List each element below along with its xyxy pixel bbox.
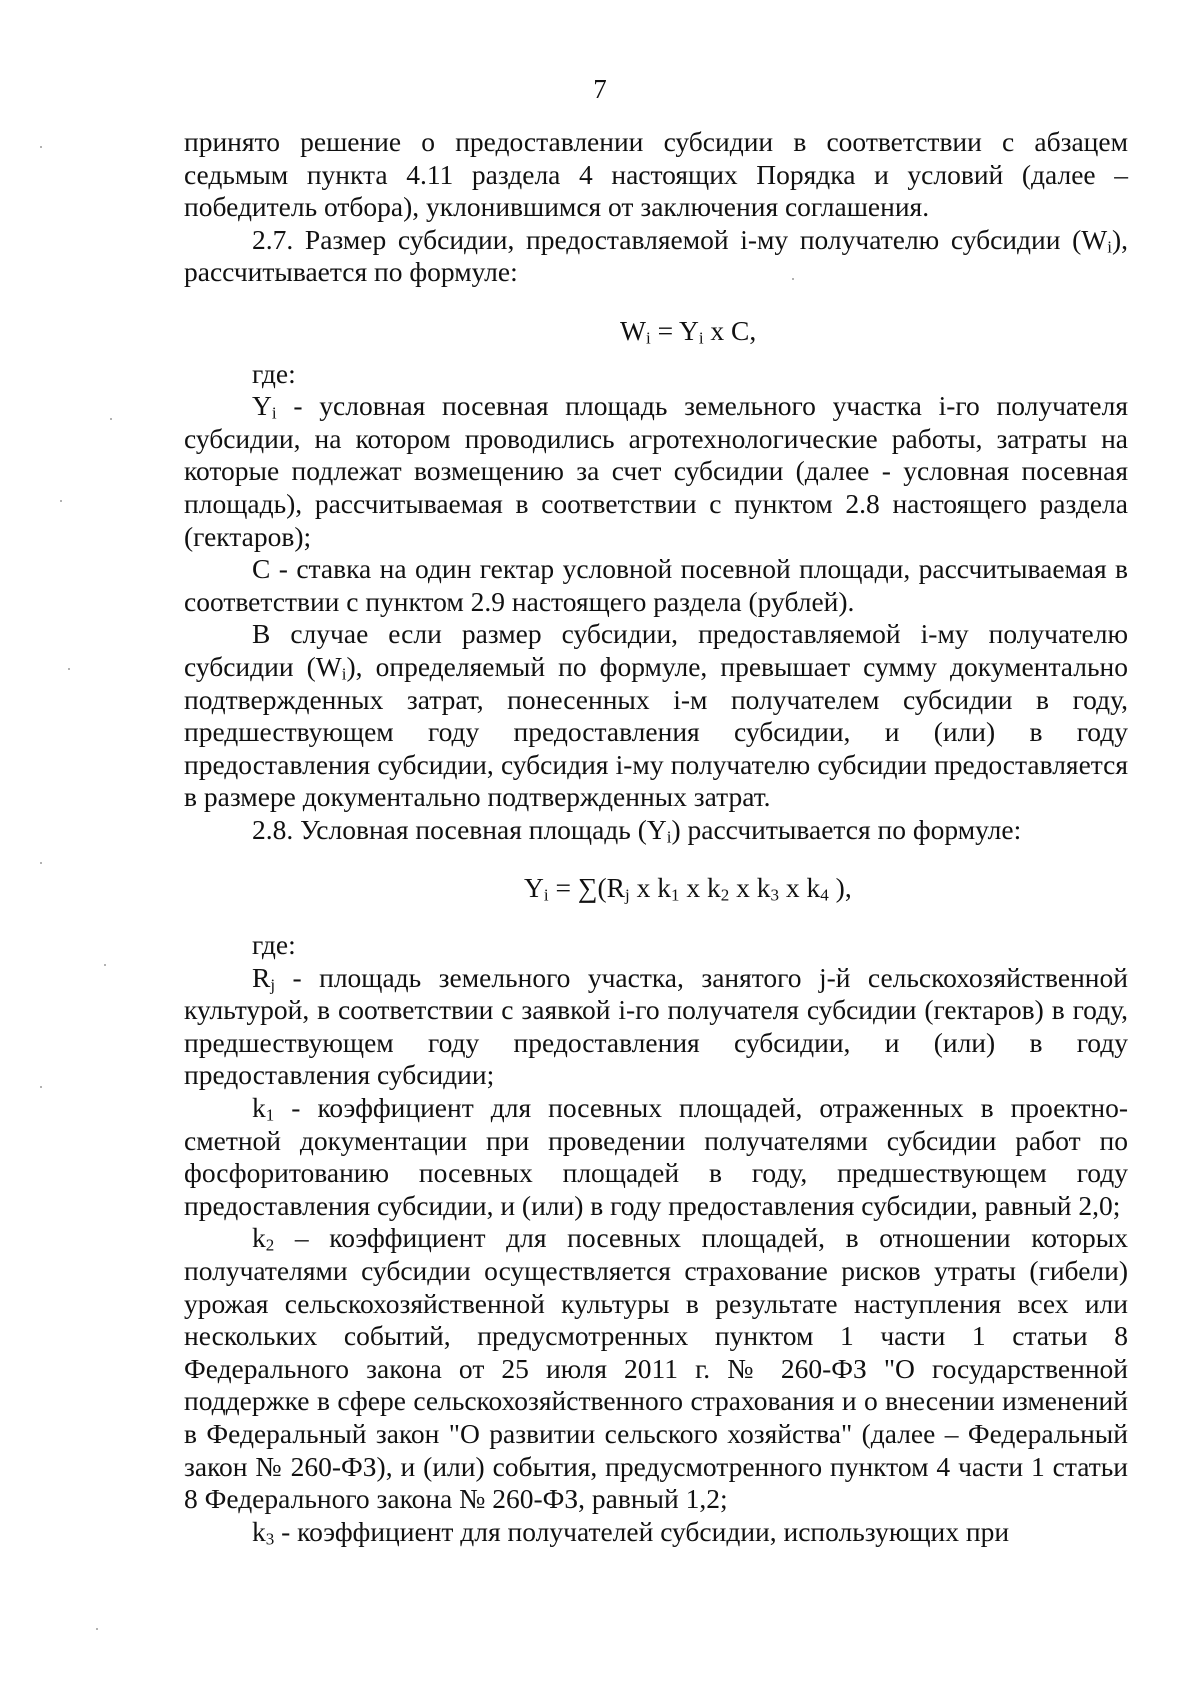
subscript: i — [271, 403, 277, 423]
subscript: i — [1107, 237, 1112, 257]
definition-symbol: k — [252, 1092, 266, 1124]
subscript: 1 — [265, 1105, 275, 1125]
subscript: j — [270, 975, 276, 995]
subscript: 3 — [770, 885, 780, 905]
formula-symbol: W — [620, 314, 646, 346]
formula-symbol: Y — [524, 872, 544, 904]
definition-symbol: R — [252, 961, 271, 993]
where-label: где: — [252, 929, 296, 961]
formula-symbol: x k — [629, 872, 671, 904]
formula-symbol: x k — [779, 872, 821, 904]
scan-speck — [792, 278, 794, 280]
scan-speck — [40, 862, 42, 864]
paragraph-2-7 — [184, 224, 1128, 289]
formula-symbol: x C, — [703, 314, 757, 346]
subscript: i — [645, 328, 651, 348]
definition-yi — [184, 390, 1128, 553]
definition-text: - коэффициент для получателей субсидии, использующих при — [274, 1515, 1010, 1547]
definition-c — [184, 553, 1128, 618]
paragraph-text: ) рассчитывается по формуле: — [671, 813, 1022, 845]
formula-symbol: x k — [679, 872, 721, 904]
paragraph-text: В случае если размер субсидии, предоставляемой i-му получателю субсидии (W — [184, 618, 1128, 682]
scan-speck — [68, 668, 70, 670]
paragraph-continuation — [184, 126, 1128, 224]
subscript: i — [543, 885, 549, 905]
paragraph-text: принято решение о предоставлении субсидии в соответствии с абзацем седьмым пункта 4.11 раздела 4 настоящих Порядка и условий (далее – победитель отбора), уклонившимся от заключения соглашения. — [184, 126, 1128, 223]
subscript: j — [624, 885, 630, 905]
definition-rj — [184, 962, 1128, 1092]
subscript: i — [666, 827, 672, 847]
definition-text: - площадь земельного участка, занятого j-й сельскохозяйственной культурой, в соответствии с заявкой i-го получателя субсидии (гектаров) в году, предшествующем году предоставления субсидии, и (или) в году предоставления субсидии; — [184, 961, 1128, 1091]
definition-text: – коэффициент для посевных площадей, в отношении которых получателями субсидии осуществляется страхование рисков утраты (гибели) урожая сельскохозяйственной культуры в результате наступления всех или нескольких событий, предусмотренных пунктом 1 части 1 статьи 8 Федерального закона от 25 июля 2011 г. № 260-ФЗ "О государственной поддержке в сфере сельскохозяйственного страхования и о внесении изменений в Федеральный закон "О развитии сельского хозяйства" (далее – Федеральный закон № 260-ФЗ), и (или) события, предусмотренного пунктом 4 части 1 статьи 8 Федерального закона № 260-ФЗ, равный 1,2; — [184, 1222, 1128, 1515]
page-number: 7 — [593, 74, 607, 104]
subscript: i — [341, 664, 347, 684]
definition-symbol: k — [252, 1222, 266, 1254]
definition-symbol: k — [252, 1515, 266, 1547]
subscript: 2 — [265, 1235, 275, 1255]
definition-k2 — [184, 1222, 1128, 1515]
scan-speck — [40, 146, 42, 148]
definition-text: - условная посевная площадь земельного участка i-го получателя субсидии, на котором проводились агротехнологические работы, затраты на которые подлежат возмещению за счет субсидии (далее - условная посевная площадь), рассчитываемая в соответствии с пунктом 2.8 настоящего раздела (гектаров); — [184, 390, 1128, 552]
subscript: 3 — [265, 1529, 275, 1549]
paragraph-text: 2.8. Условная посевная площадь (Y — [252, 813, 667, 845]
definition-text: - коэффициент для посевных площадей, отраженных в проектно-сметной документации при проведении получателями субсидии работ по фосфоритованию посевных площадей в году, предшествующем году предоставления субсидии, и (или) в году предоставления субсидии, равный 2,0; — [184, 1092, 1128, 1221]
formula-w — [184, 315, 1128, 348]
paragraph-2-8 — [184, 814, 1128, 847]
scan-speck — [96, 1628, 98, 1630]
document-body — [184, 126, 1128, 1548]
definition-text: С - ставка на один гектар условной посевной площади, рассчитываемая в соответствии с пунктом 2.9 настоящего раздела (рублей). — [184, 553, 1128, 617]
formula-symbol: x k — [729, 872, 771, 904]
paragraph-text: ), определяемый по формуле, превышает сумму документально подтвержденных затрат, понесенных i-м получателем субсидии в году, предшествующем году предоставления субсидии, и (или) в году предоставления субсидии, субсидия i-му получателю субсидии предоставляется в размере документально подтвержденных затрат. — [184, 650, 1128, 813]
paragraph-text: 2.7. Размер субсидии, предоставляемой i-му получателю субсидии (W — [252, 223, 1108, 255]
scan-speck — [60, 500, 62, 502]
where-label: где: — [252, 357, 296, 389]
subscript: 1 — [670, 885, 680, 905]
subscript: 2 — [720, 885, 730, 905]
definition-k1 — [184, 1092, 1128, 1222]
formula-y — [184, 872, 1128, 905]
formula-symbol: = ∑(R — [548, 872, 625, 904]
scan-speck — [110, 418, 112, 420]
scan-speck — [104, 964, 106, 966]
subscript: i — [698, 328, 704, 348]
scan-speck — [40, 1086, 42, 1088]
paragraph-case — [184, 618, 1128, 814]
formula-symbol: = Y — [650, 314, 699, 346]
formula-symbol: ), — [828, 872, 852, 904]
definition-k3 — [184, 1516, 1128, 1549]
subscript: 4 — [820, 885, 829, 905]
paragraph-text: ), рассчитывается по формуле: — [184, 223, 1128, 288]
definition-symbol: Y — [252, 390, 272, 422]
